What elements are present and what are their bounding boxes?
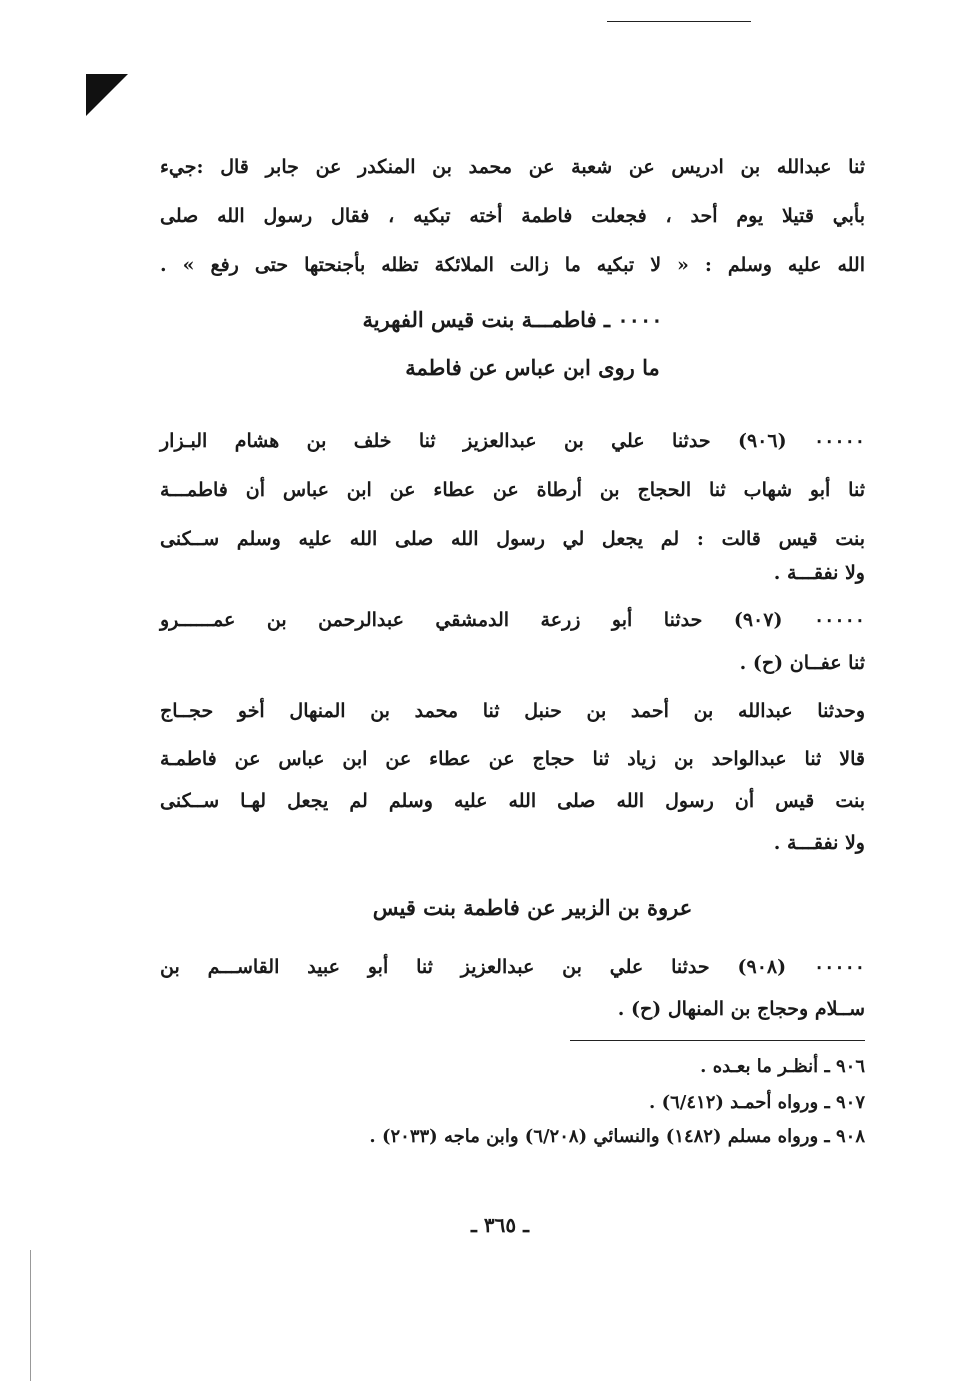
paragraph1-line-1: ثنا عبدالله بن ادريس عن شعبة عن محمد بن المنكدر عن جابر قال :جيء [160,156,865,178]
hadith907b-line-1: وحدثنا عبدالله بن أحمد بن حنبل ثنا محمد بن المنهال أخو حجــاج [160,700,865,722]
hadith908-line-2: ســلام وحجاج بن المنهال (ح) . [617,998,865,1020]
hadith906-line-1: ٠٠٠٠٠ (٩٠٦) حدثنا علي بن عبدالعزيز ثنا خلف بن هشام البـزار [160,430,865,452]
hadith907b-line-2: قالا ثنا عبدالواحد بن زياد ثنا حجاج عن عطاء عن ابن عباس عن فاطمـة [160,748,865,770]
footnote-907: ٩٠٧ ـ ورواه أحمـد (٦/٤١٢) . [649,1092,865,1113]
paragraph1-line-3: الله عليه وسلم : « لا تبكيه ما زالت الملائكة تظله بأجنحتها حتى رفع » . [160,254,865,276]
hadith907-line-2: ثنا عفــان (ح) . [739,652,865,674]
page-number: ـ ٣٦٥ ـ [471,1213,529,1237]
top-rule [607,21,751,22]
hadith907-line-1: ٠٠٠٠٠ (٩٠٧) حدثنا أبو زرعة الدمشقي عبدالرحمن بن عمــــــرو [160,609,865,631]
hadith907b-line-3: بنت قيس أن رسول الله صلى الله عليه وسلم لم يجعل لهـا ســكنى [160,790,865,812]
hadith907b-line-4: ولا نفقـــة . [773,832,865,854]
corner-triangle-mark [86,74,128,116]
hadith906-line-3: بنت قيس قالت : لم يجعل لي رسول الله صلى الله عليه وسلم ســكنى [160,528,865,550]
hadith906-line-2: ثنا أبو شهاب ثنا الحجاج بن أرطاة عن عطاء عن ابن عباس أن فاطمـــة [160,479,865,501]
section-heading-fatima: ٠٠٠٠ ـ فاطمـــة بنت قيس الفهرية [362,307,663,332]
footnote-rule [570,1040,865,1041]
subheading-ibn-abbas: ما روى ابن عباس عن فاطمة [405,355,660,380]
hadith908-line-1: ٠٠٠٠٠ (٩٠٨) حدثنا علي بن عبدالعزيز ثنا أبو عبيد القاســـم بن [160,956,865,978]
footnote-906: ٩٠٦ ـ أنظـر ما بعـده . [700,1056,865,1077]
subheading-urwa: عروة بن الزبير عن فاطمة بنت قيس [372,895,693,920]
hadith906-line-4: ولا نفقـــة . [773,562,865,584]
footnote-908: ٩٠٨ ـ ورواه مسلم (١٤٨٢) والنسائي (٦/٢٠٨) وابن ماجه (٢٠٣٣) . [369,1126,865,1147]
scan-edge-line [30,1250,31,1381]
paragraph1-line-2: بأبي قتيلا يوم أحد ، فجعلت فاطمة أخته تبكيه ، فقال رسول الله صلى [160,205,865,227]
